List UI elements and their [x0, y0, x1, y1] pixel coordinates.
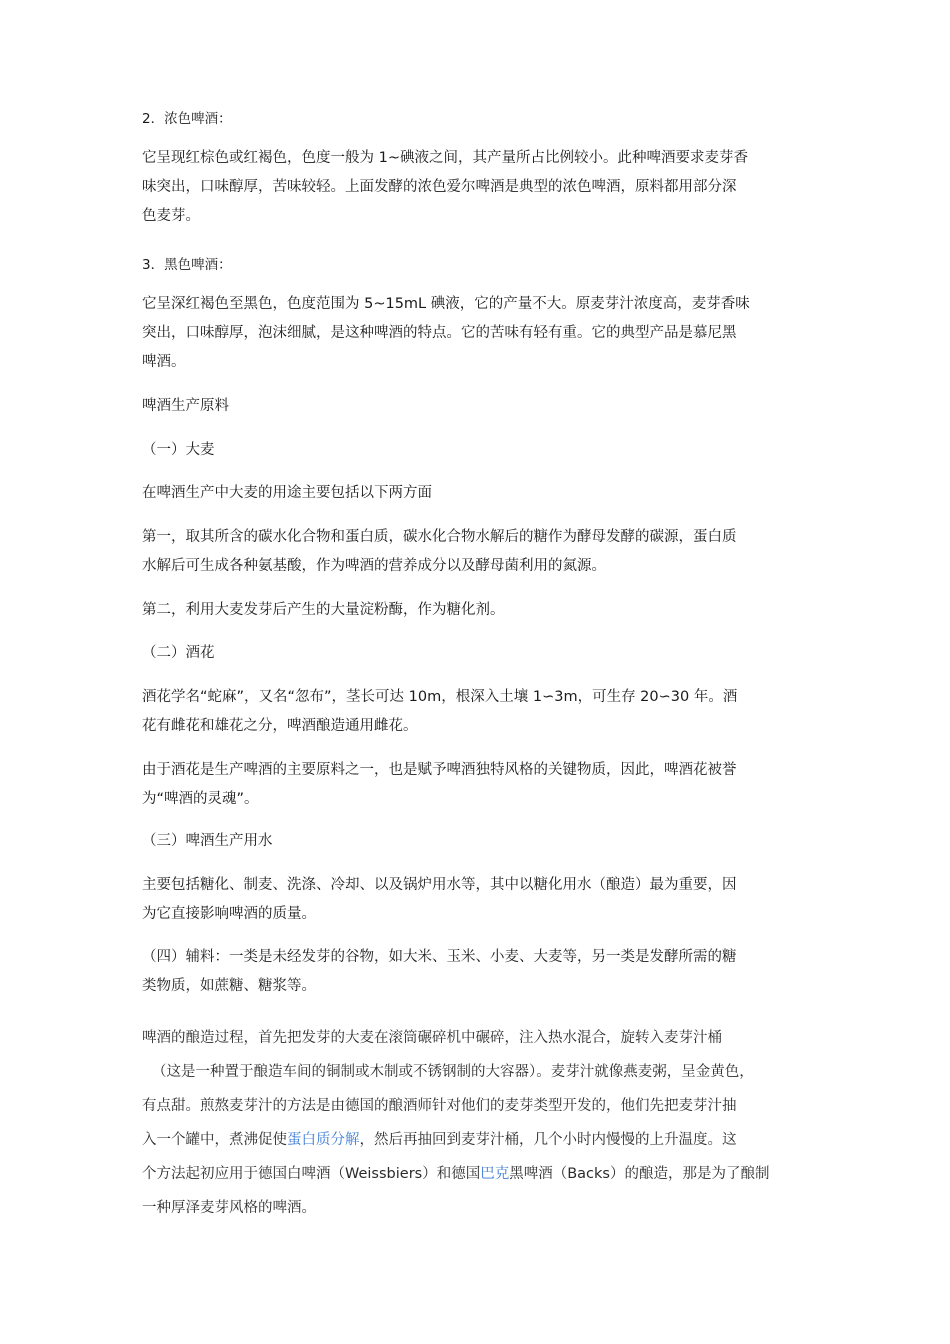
section-heading-hops — [142, 639, 814, 668]
paragraph-barley-intro — [142, 479, 814, 508]
paragraph-line: 在啤酒生产中大麦的用途主要包括以下两方面 — [142, 485, 432, 501]
paragraph-adjuncts — [142, 943, 814, 1001]
paragraph-line — [142, 1123, 814, 1157]
heading-text: 3．黑色啤酒： — [142, 257, 232, 273]
paragraph-line — [142, 1157, 814, 1191]
heading-text: （二）酒花 — [142, 645, 215, 661]
paragraph-line: （四）辅料：一类是未经发芽的谷物，如大米、玉米、小麦、大麦等，另一类是发酵所需的糖 — [142, 949, 737, 965]
paragraph-line: 一种厚泽麦芽风格的啤酒。 — [142, 1200, 316, 1216]
heading-text: （一）大麦 — [142, 442, 215, 458]
paragraph-line: 第二，利用大麦发芽后产生的大量淀粉酶，作为糖化剂。 — [142, 602, 505, 618]
title-text: 啤酒生产原料 — [142, 398, 229, 414]
line-text: 黑啤酒（Backs）的酿造，那是为了酿制 — [509, 1166, 770, 1182]
heading-text: 2．浓色啤酒： — [142, 111, 232, 127]
paragraph-brewing-process — [142, 1021, 814, 1225]
protein-decomposition-link[interactable]: 蛋白质分解 — [287, 1132, 360, 1148]
paragraph-line: 为它直接影响啤酒的质量。 — [142, 906, 316, 922]
section-heading-pale-dark-beer — [142, 105, 814, 134]
paragraph-line: 啤酒。 — [142, 354, 186, 370]
paragraph-line: 由于酒花是生产啤酒的主要原料之一，也是赋予啤酒独特风格的关键物质，因此，啤酒花被誉 — [142, 762, 737, 778]
paragraph-pale-dark-beer — [142, 144, 814, 231]
paragraph-line: 味突出，口味醇厚，苦味较轻。上面发酵的浓色爱尔啤酒是典型的浓色啤酒，原料都用部分深 — [142, 179, 737, 195]
paragraph-hops-2 — [142, 756, 814, 814]
paragraph-line: 花有雌花和雄花之分，啤酒酿造通用雌花。 — [142, 718, 418, 734]
line-text: 入一个罐中，煮沸促使 — [142, 1132, 287, 1148]
paragraph-line: 类物质，如蔗糖、糖浆等。 — [142, 978, 316, 994]
heading-text: （三）啤酒生产用水 — [142, 833, 273, 849]
section-heading-barley — [142, 436, 814, 465]
paragraph-line: 色麦芽。 — [142, 208, 200, 224]
section-heading-water — [142, 827, 814, 856]
paragraph-line: 为“啤酒的灵魂”。 — [142, 791, 259, 807]
paragraph-line: （这是一种置于酿造车间的铜制或木制或不锈钢制的大容器）。麦芽汁就像燕麦粥，呈金黄色， — [152, 1064, 754, 1080]
line-text: ，然后再抽回到麦芽汁桶，几个小时内慢慢的上升温度。这 — [359, 1132, 737, 1148]
paragraph-line: 突出，口味醇厚，泡沫细腻，是这种啤酒的特点。它的苦味有轻有重。它的典型产品是慕尼黑 — [142, 325, 737, 341]
paragraph-line: 第一，取其所含的碳水化合物和蛋白质，碳水化合物水解后的糖作为酵母发酵的碳源，蛋白质 — [142, 529, 737, 545]
paragraph-line: 主要包括糖化、制麦、洗涤、冷却、以及锅炉用水等，其中以糖化用水（酿造）最为重要，因 — [142, 877, 737, 893]
paragraph-line: 酒花学名“蛇麻”，又名“忽布”，茎长可达 10m，根深入土壤 1∽3m，可生存 20∽30 年。酒 — [142, 689, 738, 705]
paragraph-water — [142, 871, 814, 929]
paragraph-hops-1 — [142, 683, 814, 741]
paragraph-line: 它呈现红棕色或红褐色，色度一般为 1~碘液之间，其产量所占比例较小。此种啤酒要求麦芽香 — [142, 150, 748, 166]
paragraph-line: 水解后可生成各种氨基酸，作为啤酒的营养成分以及酵母菌利用的氮源。 — [142, 558, 606, 574]
paragraph-line: 啤酒的酿造过程，首先把发芽的大麦在滚筒碾碎机中碾碎，注入热水混合，旋转入麦芽汁桶 — [142, 1030, 722, 1046]
line-text: 个方法起初应用于德国白啤酒（Weissbiers）和德国 — [142, 1166, 481, 1182]
materials-title — [142, 392, 814, 421]
paragraph-black-beer — [142, 290, 814, 377]
paragraph-line: 有点甜。煎熬麦芽汁的方法是由德国的酿酒师针对他们的麦芽类型开发的，他们先把麦芽汁抽 — [142, 1098, 737, 1114]
bock-link[interactable]: 巴克 — [480, 1166, 510, 1182]
section-heading-black-beer — [142, 251, 814, 280]
paragraph-line: 它呈深红褐色至黑色，色度范围为 5~15mL 碘液，它的产量不大。原麦芽汁浓度高，麦芽香味 — [142, 296, 750, 312]
paragraph-barley-second — [142, 596, 814, 625]
paragraph-barley-first — [142, 523, 814, 581]
